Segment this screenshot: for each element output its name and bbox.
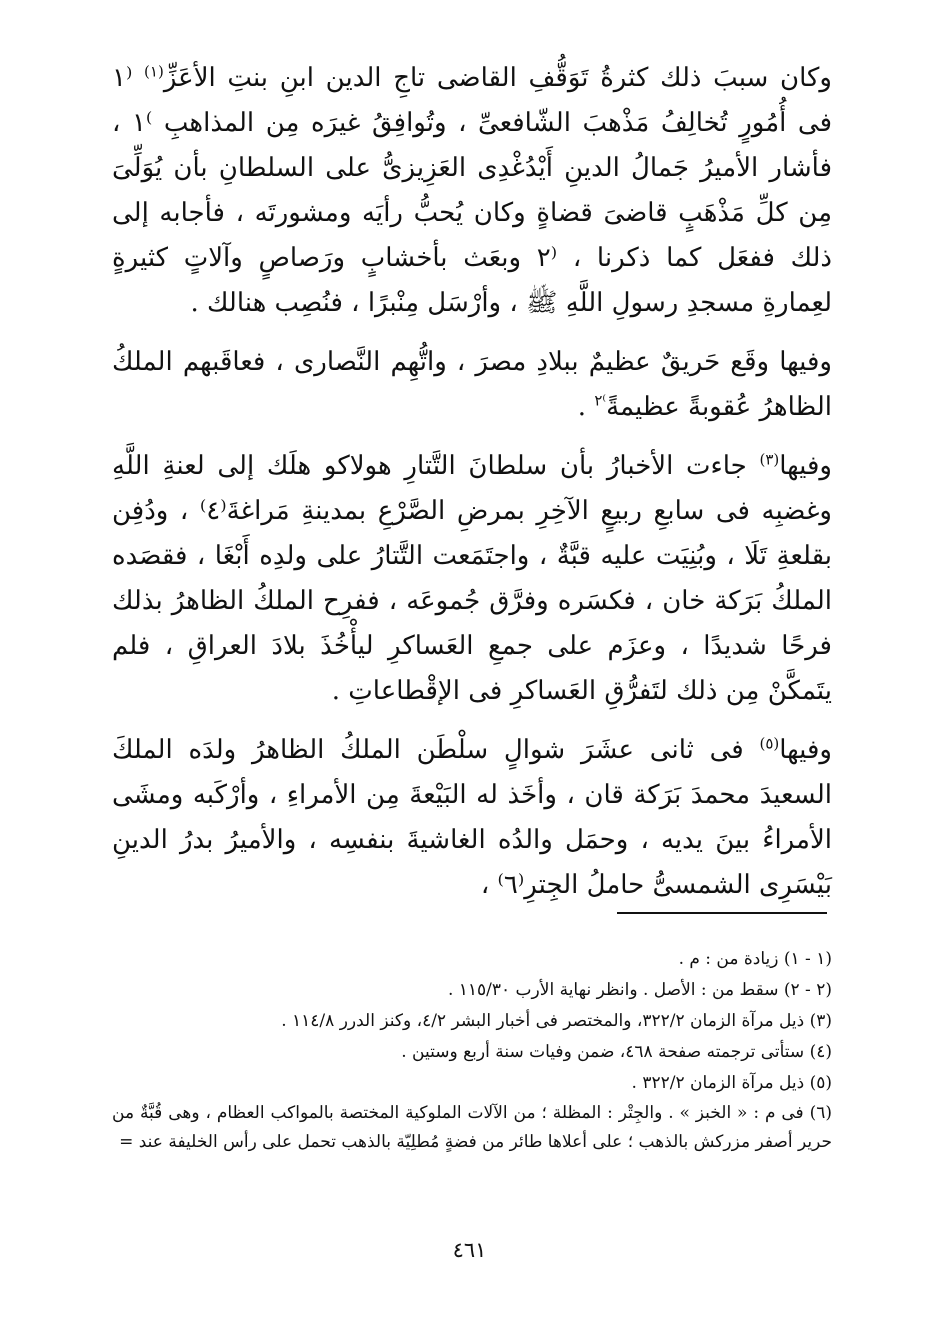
footnote-2: (٢ - ٢) سقط من : الأصل . وانظر نهاية الأرب ١١٥/٣٠ . [447, 980, 832, 1000]
paragraph-4-rest: فى ثانى عشَرَ شوالٍ سلْطَن الملكُ الظاهرُ ولدَه الملكَ السعيدَ محمدَ بَرَكة قان ، وأخَذ له البَيْعةَ مِن الأمراءِ ، وأرْكَبه ومشَى الأمراءُ بينَ يديه ، وحمَل والدُه الغاشيةَ بنفسِه ، والأميرُ بدرُ الدينِ بَيْسَرِى الشمسىُّ حاملُ الجِترِ⁽٦⁾ ، [112, 735, 832, 900]
page-number: ٤٦١ [452, 1238, 487, 1262]
main-text-body [112, 56, 832, 922]
paragraph-2-rest: . [577, 392, 595, 422]
paragraph-4-lead: وفيها [779, 735, 832, 765]
footnote-marker-3: (٣) [759, 450, 780, 469]
paragraph-3 [112, 444, 832, 714]
footnote-marker-1: (١) [144, 62, 164, 81]
footnote-marker-2: ⁾٢ [594, 391, 607, 410]
footnote-5: (٥) ذيل مرآة الزمان ٣٢٢/٢ . [631, 1073, 832, 1093]
footnote-3: (٣) ذيل مرآة الزمان ٣٢٢/٢، والمختصر فى أخبار البشر ٤/٢، وكنز الدرر ١١٤/٨ . [281, 1011, 832, 1031]
paragraph-4 [112, 728, 832, 908]
footnote-4: (٤) ستأتى ترجمته صفحة ٤٦٨، ضمن وفيات سنة أربع وستين . [401, 1042, 832, 1062]
paragraph-3-lead: وفيها [779, 451, 832, 481]
paragraph-2 [112, 340, 832, 430]
paragraph-2-lead: وفيها وقَع حَريقٌ عظيمٌ ببلادِ مصرَ ، واتُّهِم النَّصارى ، فعاقَبهم الملكُ الظاهرُ عُقوبةً عظيمةً [112, 347, 832, 422]
paragraph-1-rest: ⁽١ فى أُمُورٍ تُخالِفُ مَذْهبَ الشّافعىِّ ، وتُوافِقُ غيرَه مِن المذاهبِ ⁾١ ، فأشار الأميرُ جَمالُ الدينِ أَيْدُغْدِى العَزِيزىُّ على السلطانِ بأن يُوَلِّىَ مِن كلِّ مَذْهَبٍ قاضىَ قضاةٍ وكان يُحبُّ رأيَه ومشورتَه ، فأجابه إلى ذلك ففعَل كما ذكرنا ، ⁽٢ وبعَث بأخشابٍ ورَصاصٍ وآلاتٍ كثيرةٍ لعِمارةِ مسجدِ رسولِ اللَّهِ ﷺ ، وأرْسَل مِنْبرًا ، فنُصِب هنالك . [112, 63, 832, 318]
paragraph-3-rest: جاءت الأخبارُ بأن سلطانَ التَّتارِ هولاكو هلَك إلى لعنةِ اللَّهِ وغضبِه فى سابعِ ربيعٍ الآخِرِ بمرضِ الصَّرْعِ بمدينةِ مَراغةَ⁽٤⁾ ، ودُفِن بقلعةِ تَلَا ، وبُنِيَت عليه قبَّةٌ ، واجتَمَعت التَّتارُ على ولدِه أَبْغَا ، فقصَده الملكُ بَرَكة خان ، فكسَره وفرَّق جُموعَه ، ففرِح الملكُ الظاهرُ بذلك فرحًا شديدًا ، وعزَم على جمعِ العَساكرِ ليأْخُذَ بلادَ العراقِ ، فلم يتَمكَّنْ مِن ذلك لتَفرُّقِ العَساكرِ فى الإقْطاعاتِ . [112, 451, 832, 706]
footnote-6: (٦) فى م : « الخبز » . والجِتْر : المظلة ؛ من الآلات الملوكية المختصة بالمواكب العظام ، وهى قُبَّةٌ من حرير أصفر مزركش بالذهب ؛ على أعلاها طائر من فضةٍ مُطلِيّة بالذهب تحمل على رأس الخليفة عند = [112, 1103, 832, 1152]
footnote-marker-5: (٥) [759, 734, 780, 753]
footnote-1: (١ - ١) زيادة من : م . [678, 949, 832, 969]
footnote-separator [617, 912, 827, 914]
paragraph-1-lead: وكان سببَ ذلك كثرةُ تَوَقُّفِ القاضى تاجِ الدين ابنِ بنتِ الأعَزِّ [163, 63, 832, 93]
paragraph-1 [112, 56, 832, 326]
footnotes-section [112, 944, 832, 1157]
